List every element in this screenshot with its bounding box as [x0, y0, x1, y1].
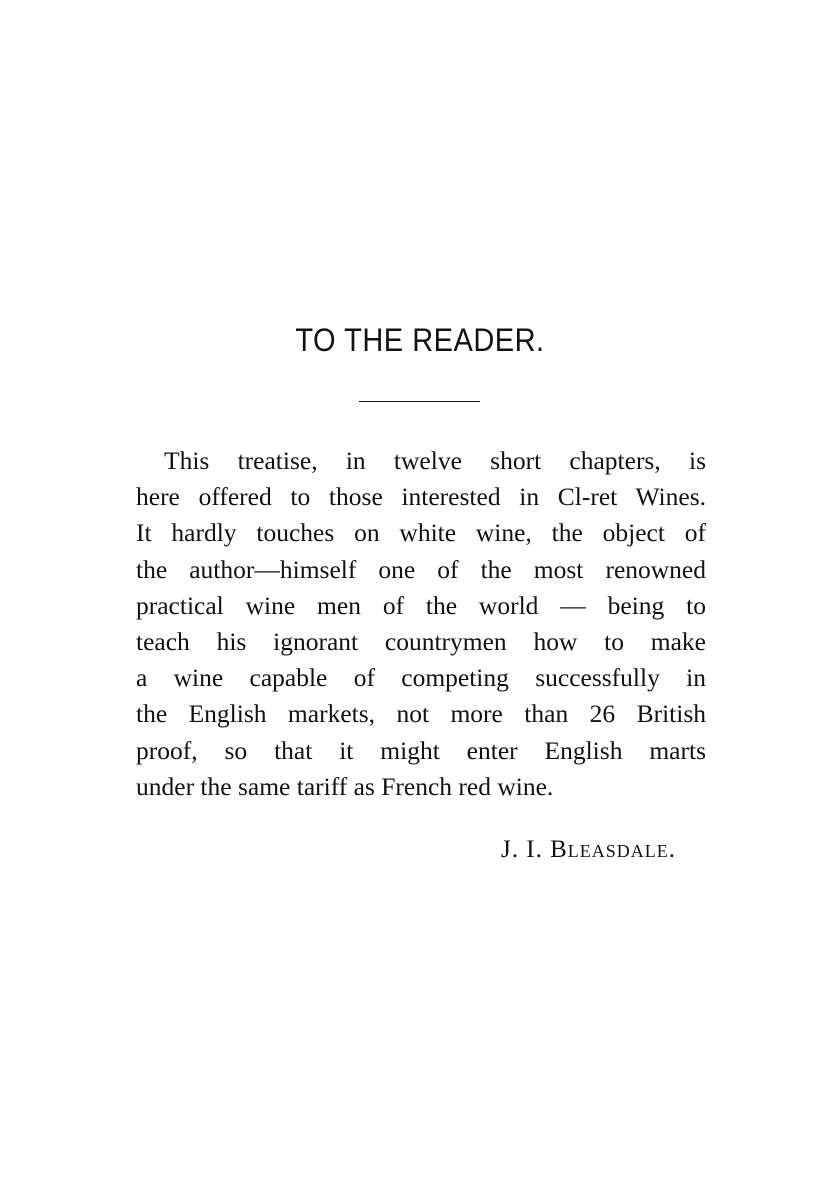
paragraph-line: This treatise, in twelve short chapters, is: [164, 446, 706, 475]
paragraph-line: under the same tariff as French red wine.: [136, 771, 554, 801]
author-surname: Bleasdale.: [550, 836, 676, 863]
paragraph-line: practical wine men of the world — being to: [136, 590, 706, 620]
preface-paragraph: [136, 443, 706, 805]
paragraph-line: here offered to those interested in Cl-ret Wines.: [136, 482, 706, 512]
paragraph-line: a wine capable of competing successfully in: [136, 663, 706, 693]
paragraph-line: proof, so that it might enter English marts: [136, 735, 706, 765]
paragraph-line: It hardly touches on white wine, the object of: [136, 518, 706, 548]
paragraph-line: teach his ignorant countrymen how to make: [136, 626, 706, 656]
paragraph-line: the author—himself one of the most renowned: [136, 554, 706, 584]
author-signature: [0, 836, 676, 864]
author-initials: J. I.: [501, 836, 543, 863]
page-heading: TO THE READER.: [295, 322, 545, 359]
paragraph-line: the English markets, not more than 26 British: [136, 699, 706, 729]
heading-divider: [359, 401, 480, 402]
